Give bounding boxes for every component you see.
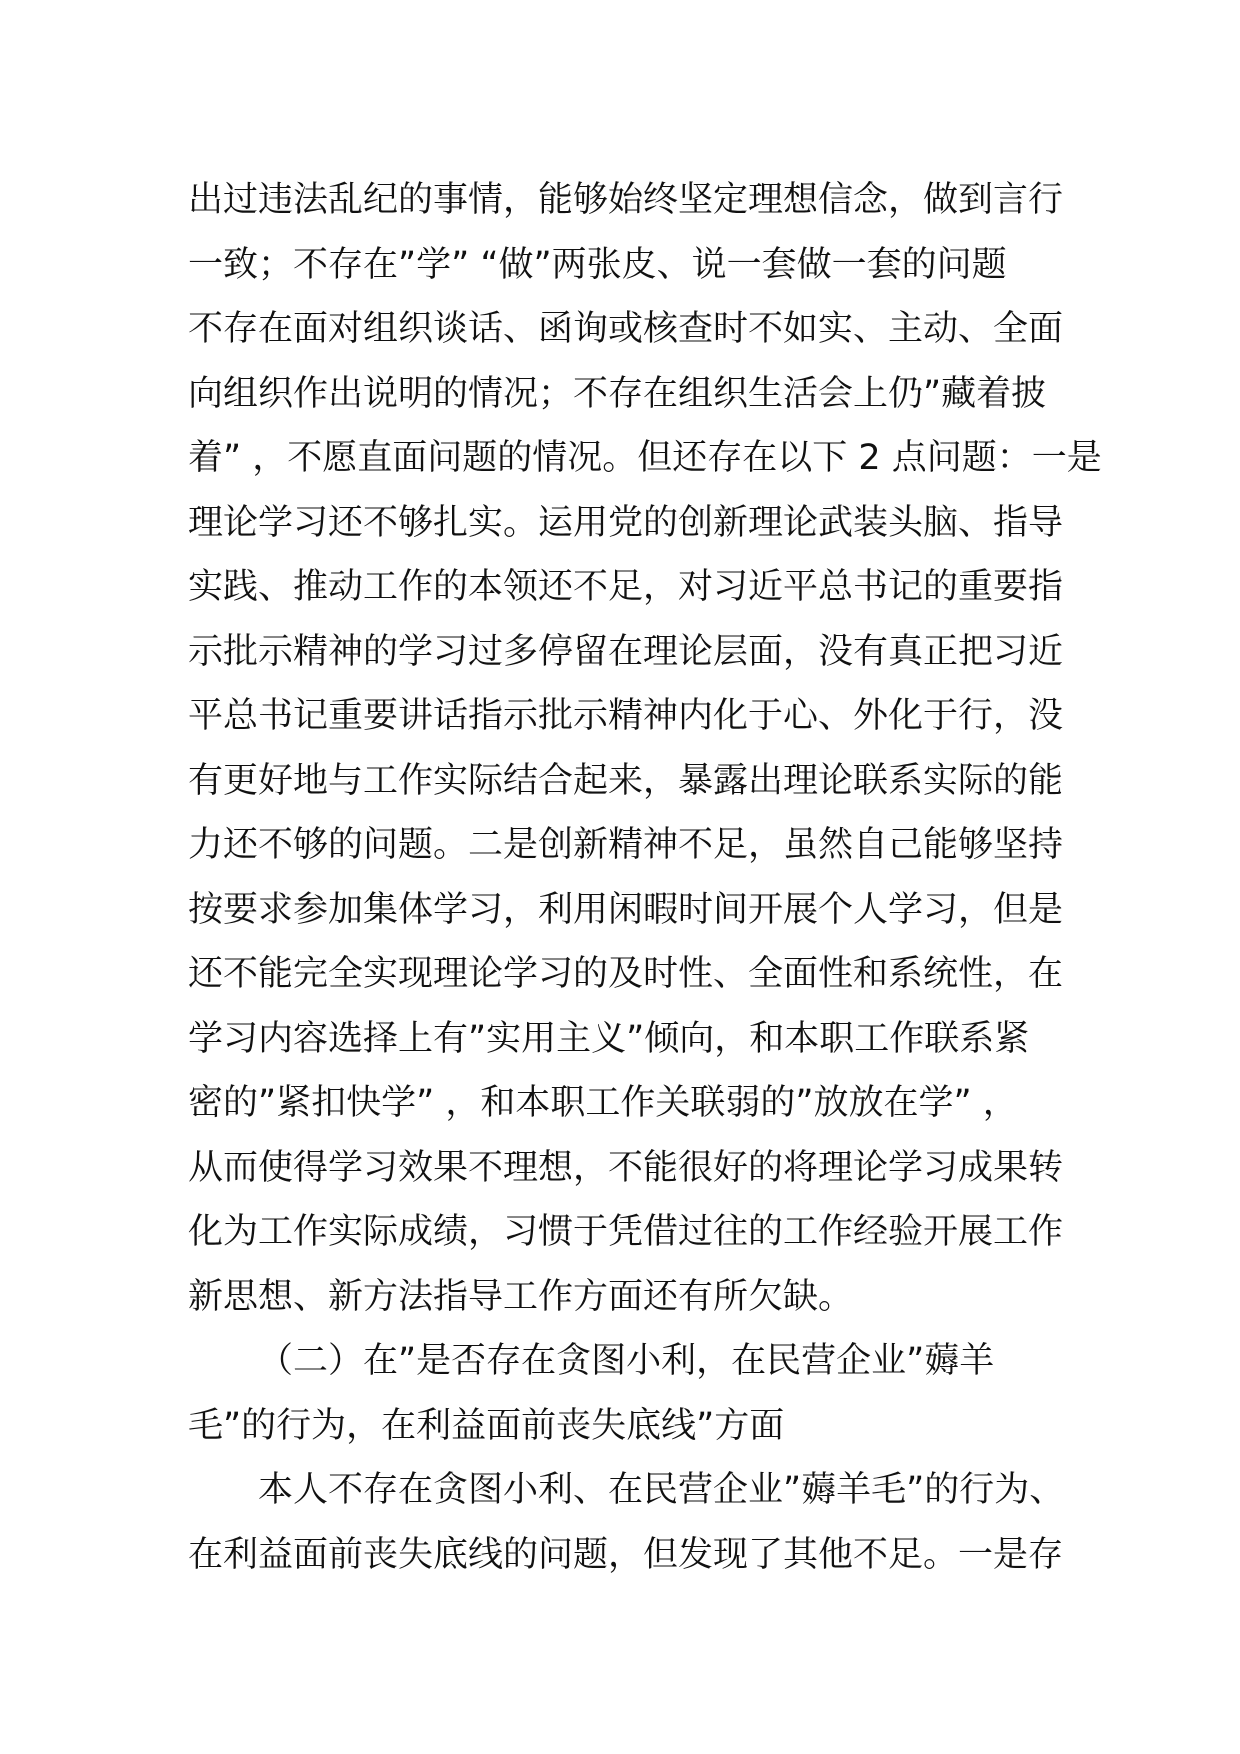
body-line: 本人不存在贪图小利、在民营企业”薅羊毛”的行为、 <box>258 1470 1065 1510</box>
body-line: 不存在面对组织谈话、函询或核查时不如实、主动、全面 <box>188 309 1064 349</box>
body-line: 学习内容选择上有”实用主义”倾向，和本职工作联系紧 <box>188 1018 1030 1059</box>
document-body <box>188 168 1102 1587</box>
body-line: 按要求参加集体学习，利用闲暇时间开展个人学习，但是 <box>188 889 1064 930</box>
body-line: 有更好地与工作实际结合起来，暴露出理论联系实际的能 <box>188 760 1064 801</box>
body-line: 还不能完全实现理论学习的及时性、全面性和系统性，在 <box>188 954 1064 994</box>
section-heading-line: 毛”的行为，在利益面前丧失底线”方面 <box>188 1405 785 1446</box>
body-line: 理论学习还不够扎实。运用党的创新理论武装头脑、指导 <box>188 502 1064 543</box>
body-line: 密的”紧扣快学” ，和本职工作关联弱的”放放在学” ， <box>188 1083 1018 1123</box>
body-line: 从而使得学习效果不理想，不能很好的将理论学习成果转 <box>188 1147 1064 1188</box>
body-line: 着” ，不愿直面问题的情况。但还存在以下 2 点问题：一是 <box>188 438 1102 478</box>
body-line: 出过违法乱纪的事情，能够始终坚定理想信念，做到言行 <box>188 180 1064 220</box>
body-line: 实践、推动工作的本领还不足，对习近平总书记的重要指 <box>188 567 1064 607</box>
body-line: 在利益面前丧失底线的问题，但发现了其他不足。一是存 <box>188 1534 1064 1575</box>
body-line: 新思想、新方法指导工作方面还有所欠缺。 <box>188 1276 854 1317</box>
body-line: 化为工作实际成绩，习惯于凭借过往的工作经验开展工作 <box>188 1212 1064 1252</box>
body-line: 向组织作出说明的情况；不存在组织生活会上仍”藏着披 <box>188 373 1047 414</box>
body-line: 示批示精神的学习过多停留在理论层面，没有真正把习近 <box>188 631 1064 672</box>
body-line: 一致；不存在”学” “做”两张皮、说一套做一套的问题 <box>188 244 1007 285</box>
body-line: 平总书记重要讲话指示批示精神内化于心、外化于行，没 <box>188 696 1064 736</box>
body-line: 力还不够的问题。二是创新精神不足，虽然自己能够坚持 <box>188 825 1064 865</box>
section-heading-line: （二）在”是否存在贪图小利，在民营企业”薅羊 <box>258 1341 995 1381</box>
